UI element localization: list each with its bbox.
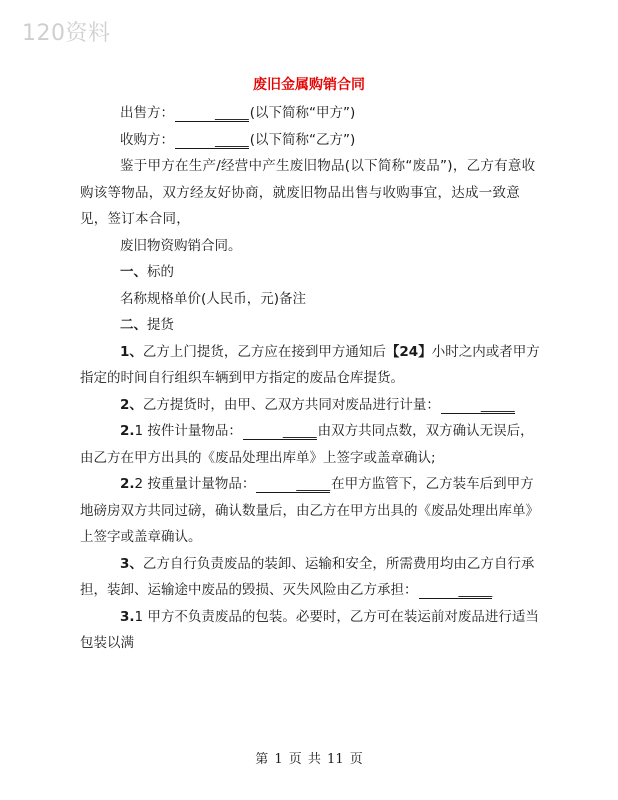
clause-2-1 <box>80 418 540 471</box>
section-2-text: 提货 <box>147 317 174 333</box>
section-2-heading <box>80 312 540 339</box>
clause-2 <box>80 392 540 419</box>
clause-2-1-text: 由双方共同点数，双方确认无误后，由乙方在甲方出具的《废品处理出库单》上签字或盖章确认; <box>80 423 534 466</box>
clause-2-2-blank: _____ <box>256 477 330 493</box>
buyer-line <box>80 127 540 154</box>
clause-2-1-label: 1 按件计量物品： <box>134 423 242 439</box>
seller-blank: _____ <box>175 106 249 122</box>
clause-3-1-text: 1 甲方不负责废品的包装。必要时，乙方可在装运前对废品进行适当包装以满 <box>80 608 539 651</box>
clause-2-2-label: 2 按重量计量物品： <box>134 476 256 492</box>
clause-2-text: 乙方提货时，由甲、乙双方共同对废品进行计量： <box>142 396 440 413</box>
buyer-blank: _____ <box>175 133 249 149</box>
clause-1-text-before: 乙方上门提货，乙方应在接到甲方通知后 <box>142 343 386 360</box>
section-1-number: 一、 <box>120 264 147 280</box>
clause-2-1-number: 2. <box>120 423 135 439</box>
subject-line: 废旧物资购销合同。 <box>120 237 242 254</box>
section-1-heading <box>80 259 540 286</box>
clause-1 <box>80 339 540 392</box>
clause-3-number: 3、 <box>120 555 143 572</box>
seller-suffix: (以下简称“甲方”) <box>249 105 356 121</box>
section-1-text: 标的 <box>147 264 174 280</box>
clause-1-text-after: 小时之内或者甲方指定的时间自行组织车辆到甲方指定的废品仓库提货。 <box>80 343 540 386</box>
seller-label: 出售方： <box>120 105 174 121</box>
seller-line <box>80 100 540 127</box>
clause-2-2 <box>80 471 540 551</box>
section-1-description: 名称规格单价(人民币，元)备注 <box>120 290 307 307</box>
document-body <box>80 100 540 657</box>
buyer-label: 收购方： <box>120 131 174 148</box>
buyer-suffix: (以下简称“乙方”) <box>249 131 356 148</box>
clause-2-blank: _____ <box>441 398 515 414</box>
watermark: 120资料 <box>22 21 111 46</box>
clause-2-2-number: 2. <box>120 476 135 492</box>
clause-3-1 <box>80 604 540 657</box>
clause-3-blank: _____ <box>419 583 493 599</box>
section-2-number: 二、 <box>120 317 147 333</box>
clause-1-number: 1、 <box>120 343 143 360</box>
clause-3 <box>80 551 540 604</box>
clause-3-text: 乙方自行负责废品的装卸、运输和安全，所需费用均由乙方自行承担，装卸、运输途中废品的毁损、灭失风险由乙方承担： <box>80 555 535 598</box>
document-title: 废旧金属购销合同 <box>253 77 365 93</box>
intro-paragraph: 鉴于甲方在生产/经营中产生废旧物品(以下简称“废品”)，乙方有意收购该等物品，双方经友好协商，就废旧物品出售与收购事宜，达成一致意见，签订本合同， <box>80 158 536 227</box>
clause-2-2-text: 在甲方监管下，乙方装车后到甲方地磅房双方共同过磅，确认数量后，由乙方在甲方出具的《废品处理出库单》上签字或盖章确认。 <box>80 476 539 545</box>
clause-2-1-blank: _____ <box>243 424 317 440</box>
clause-1-hours: 【24】 <box>385 343 432 360</box>
clause-2-number: 2、 <box>120 396 143 413</box>
page-footer: 第 1 页 共 11 页 <box>255 752 363 767</box>
clause-3-1-number: 3. <box>120 608 135 625</box>
